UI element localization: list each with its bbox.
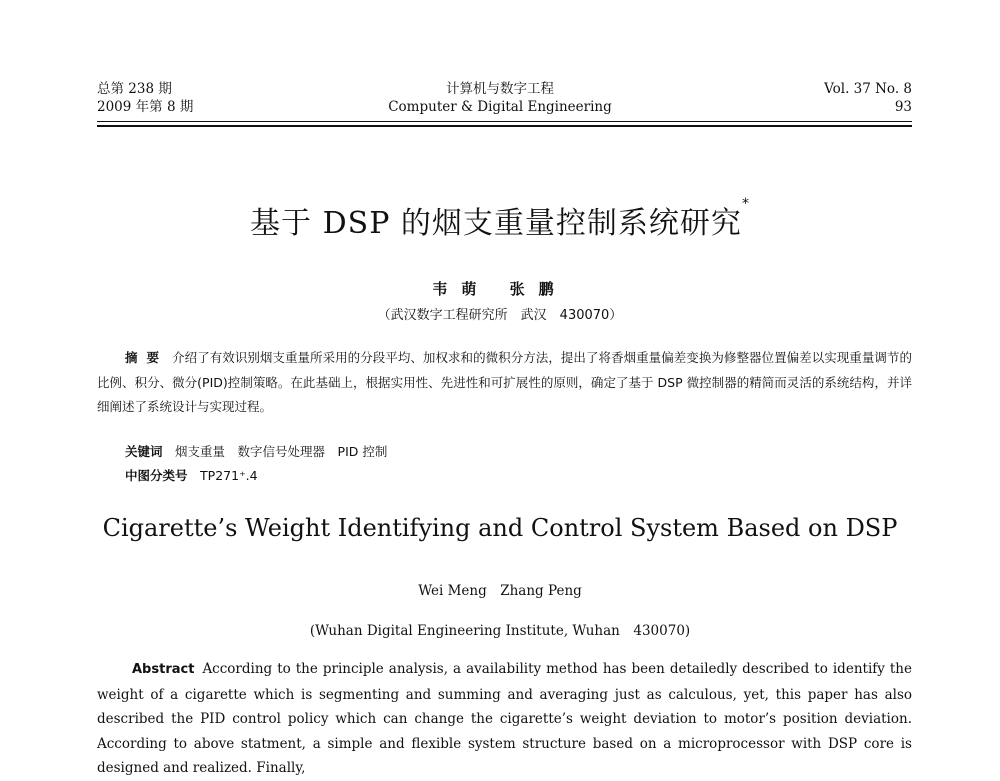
header-rule-thick: [97, 125, 912, 127]
affiliation-cn: （武汉数字工程研究所 武汉 430070）: [377, 308, 623, 323]
authors-en: Wei Meng Zhang Peng: [418, 583, 582, 599]
journal-name-en: Computer & Digital Engineering: [388, 99, 612, 115]
title-cn-part3: 的烟支重量控制系统研究: [390, 206, 742, 241]
classification-cn: [125, 466, 258, 484]
issue-year-number: 2009 年第 8 期: [97, 99, 194, 115]
title-cn-part2: DSP: [322, 206, 391, 241]
classification-cn-text: TP271⁺.4: [200, 468, 258, 483]
issue-total-number: 总第 238 期: [97, 81, 172, 97]
keywords-cn-label: 关键词: [125, 444, 163, 459]
abstract-cn-text: 介绍了有效识别烟支重量所采用的分段平均、加权求和的微积分方法，提出了将香烟重量偏差变换为修整器位置偏差以实现重量调节的比例、积分、微分(PID)控制策略。在此基础上，根据实用性、先进性和可扩展性的原则，确定了基于 DSP 微控制器的精简而灵活的系统结构，并详细阐述了系统设计与实现过程。: [97, 350, 912, 414]
page-number: 93: [894, 99, 912, 115]
paper-title-en: Cigarette’s Weight Identifying and Control System Based on DSP: [102, 514, 898, 542]
volume-info: [824, 80, 912, 116]
keywords-cn-text: 烟支重量 数字信号处理器 PID 控制: [175, 444, 388, 459]
paper-title-cn: [0, 198, 1000, 242]
journal-name-cn: 计算机与数字工程: [446, 81, 554, 97]
volume-number: Vol. 37 No. 8: [824, 81, 912, 97]
footnote-marker: *: [741, 196, 750, 212]
abstract-en-text: According to the principle analysis, a availability method has been detailedly described to identify the weight of a cigarette which is segmenting and summing and averaging just as calculous, yet, this paper has also described the PID control policy which can change the cigarette’s weight deviation to motor’s position deviation. According to above statment, a simple and flexible system structure based on a microprocessor with DSP core is designed and realized. Finally,: [97, 661, 912, 776]
title-cn-part1: 基于: [250, 206, 323, 241]
header-rule-thin: [97, 121, 912, 122]
abstract-en: [97, 657, 912, 781]
abstract-cn-label: 摘要: [125, 350, 169, 365]
abstract-cn: [97, 346, 912, 420]
keywords-cn: [125, 442, 387, 460]
classification-cn-label: 中图分类号: [125, 468, 188, 483]
affiliation-en: (Wuhan Digital Engineering Institute, Wuhan 430070): [309, 623, 691, 639]
abstract-en-label: Abstract: [132, 662, 195, 677]
authors-cn: 韦萌 张鹏: [432, 280, 568, 298]
